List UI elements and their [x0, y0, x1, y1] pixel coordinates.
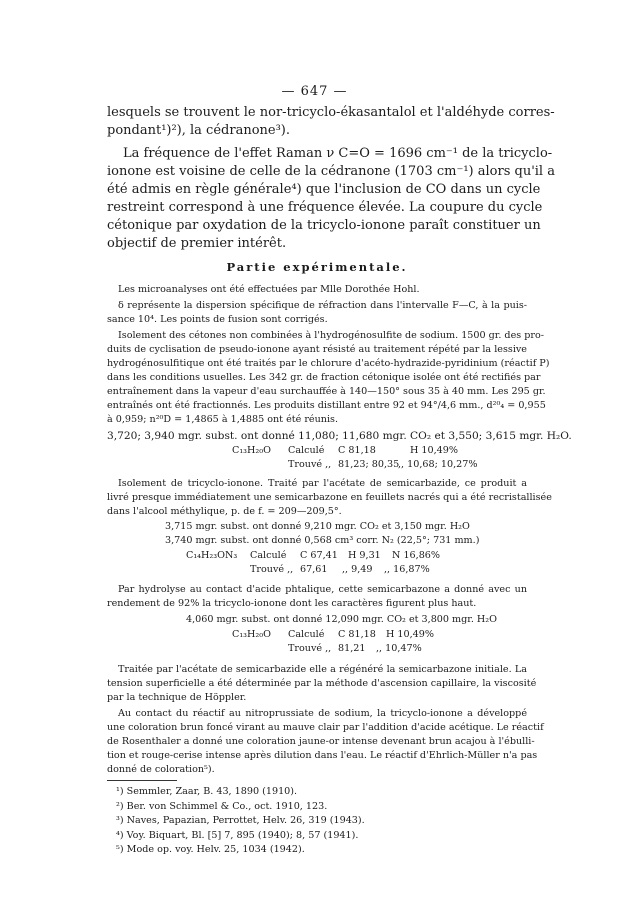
calc-h: H 9,31	[348, 550, 381, 561]
body-line: Les microanalyses ont été effectuées par Mlle Dorothée Hohl.	[118, 284, 420, 295]
footnote: ³) Naves, Papazian, Perrottet, Helv. 26, 319 (1943).	[116, 815, 365, 826]
body-line: donné de coloration⁵).	[107, 764, 215, 775]
body-line: hydrogénosulfitique ont été traités par le chlorure d'acéto-hydrazide-pyridinium (réactif P)	[107, 358, 550, 369]
found-h: ,, 10,47%	[376, 643, 422, 654]
found-label: Trouvé ,,	[288, 643, 332, 654]
body-line: restreint correspond à une fréquence élevée. La coupure du cycle	[107, 200, 543, 215]
formula: C₁₃H₂₀O	[232, 629, 271, 640]
calc-label: Calculé	[250, 550, 287, 561]
calc-h: H 10,49%	[410, 445, 458, 456]
body-line: par la technique de Höppler.	[107, 692, 247, 703]
body-line: de Rosenthaler a donné une coloration jaune-or intense devenant brun acajou à l'ébulli-	[107, 736, 535, 747]
analysis-line: 4,060 mgr. subst. ont donné 12,090 mgr. CO₂ et 3,800 mgr. H₂O	[186, 614, 497, 625]
calc-h: H 10,49%	[386, 629, 434, 640]
analysis-line: 3,740 mgr. subst. ont donné 0,568 cm³ corr. N₂ (22,5°; 731 mm.)	[165, 535, 480, 546]
calc-c: C 67,41	[300, 550, 338, 561]
body-line: Isolement des cétones non combinées à l'hydrogénosulfite de sodium. 1500 gr. des pro-	[118, 330, 544, 341]
found-c: 81,23; 80,35	[338, 459, 400, 470]
found-label: Trouvé ,,	[288, 459, 332, 470]
body-line: Par hydrolyse au contact d'acide phtalique, cette semicarbazone a donné avec un	[118, 584, 527, 595]
page-number: — 647 —	[281, 84, 348, 99]
analysis-line: 3,715 mgr. subst. ont donné 9,210 mgr. CO₂ et 3,150 mgr. H₂O	[165, 521, 470, 532]
body-line: dans l'alcool méthylique, p. de f. = 209—209,5°.	[107, 506, 342, 517]
body-line: Traitée par l'acétate de semicarbazide elle a régénéré la semicarbazone initiale. La	[118, 664, 527, 675]
found-label: Trouvé ,,	[250, 564, 294, 575]
body-line: sance 10⁴. Les points de fusion sont corrigés.	[107, 314, 328, 325]
found-c: 81,21	[338, 643, 366, 654]
body-line: à 0,959; n²⁰D = 1,4865 à 1,4885 ont été réunis.	[107, 414, 339, 425]
formula: C₁₄H₂₃ON₃	[186, 550, 238, 561]
body-line: été admis en règle générale⁴) que l'inclusion de CO dans un cycle	[107, 182, 541, 197]
body-line: tion et rouge-cerise intense après dilution dans l'eau. Le réactif d'Ehrlich-Müller n'a pas	[107, 750, 538, 761]
section-heading: Partie expérimentale.	[226, 260, 408, 274]
body-line: entraînement dans la vapeur d'eau surchauffée à 140—150° sous 35 à 40 mm. Les 295 gr.	[107, 386, 546, 397]
footnote-rule	[107, 780, 177, 781]
found-c: 67,61	[300, 564, 328, 575]
footnote: ¹) Semmler, Zaar, B. 43, 1890 (1910).	[116, 786, 298, 797]
found-n: ,, 16,87%	[384, 564, 430, 575]
calc-n: N 16,86%	[392, 550, 441, 561]
found-h: ,, 9,49	[342, 564, 373, 575]
footnote: ⁵) Mode op. voy. Helv. 25, 1034 (1942).	[116, 844, 305, 855]
calc-c: C 81,18	[338, 629, 376, 640]
body-line: ionone est voisine de celle de la cédranone (1703 cm⁻¹) alors qu'il a	[107, 164, 555, 179]
formula: C₁₃H₂₀O	[232, 445, 271, 456]
footnote: ²) Ber. von Schimmel & Co., oct. 1910, 123.	[116, 801, 328, 812]
body-line: La fréquence de l'effet Raman ν C=O = 1696 cm⁻¹ de la tricyclo-	[123, 146, 553, 161]
body-line: dans les conditions usuelles. Les 342 gr. de fraction cétonique isolée ont été rectifiés par	[107, 372, 541, 383]
body-line: duits de cyclisation de pseudo-ionone ayant résisté au traitement répété par la lessive	[107, 344, 527, 355]
found-h: ,, 10,68; 10,27%	[398, 459, 478, 470]
body-line: cétonique par oxydation de la tricyclo-ionone paraît constituer un	[107, 218, 541, 233]
body-line: pondant¹)²), la cédranone³).	[107, 123, 291, 138]
body-line: Au contact du réactif au nitroprussiate de sodium, la tricyclo-ionone a développé	[118, 708, 527, 719]
calc-c: C 81,18	[338, 445, 376, 456]
calc-label: Calculé	[288, 445, 325, 456]
body-line: entraînés ont été fractionnés. Les produits distillant entre 92 et 94°/4,6 mm., d²⁰₄ = 0,955	[107, 400, 546, 411]
body-line: Isolement de tricyclo-ionone. Traité par l'acétate de semicarbazide, ce produit a	[118, 478, 527, 489]
body-line: tension superficielle a été déterminée par la méthode d'ascension capillaire, la viscosité	[107, 678, 537, 689]
body-line: livré presque immédiatement une semicarbazone en feuillets nacrés qui a été recristallisée	[107, 492, 552, 503]
calc-label: Calculé	[288, 629, 325, 640]
body-line: δ représente la dispersion spécifique de réfraction dans l'intervalle F—C, à la puis-	[118, 300, 527, 311]
body-line: rendement de 92% la tricyclo-ionone dont les caractères figurent plus haut.	[107, 598, 477, 609]
body-line: lesquels se trouvent le nor-tricyclo-ékasantalol et l'aldéhyde corres-	[107, 105, 555, 120]
body-line: 3,720; 3,940 mgr. subst. ont donné 11,080; 11,680 mgr. CO₂ et 3,550; 3,615 mgr. H₂O.	[107, 430, 572, 442]
body-line: une coloration brun foncé virant au mauve clair par l'addition d'acide acétique. Le réactif	[107, 722, 544, 733]
body-line: objectif de premier intérêt.	[107, 236, 287, 251]
footnote: ⁴) Voy. Biquart, Bl. [5] 7, 895 (1940); 8, 57 (1941).	[116, 830, 359, 841]
